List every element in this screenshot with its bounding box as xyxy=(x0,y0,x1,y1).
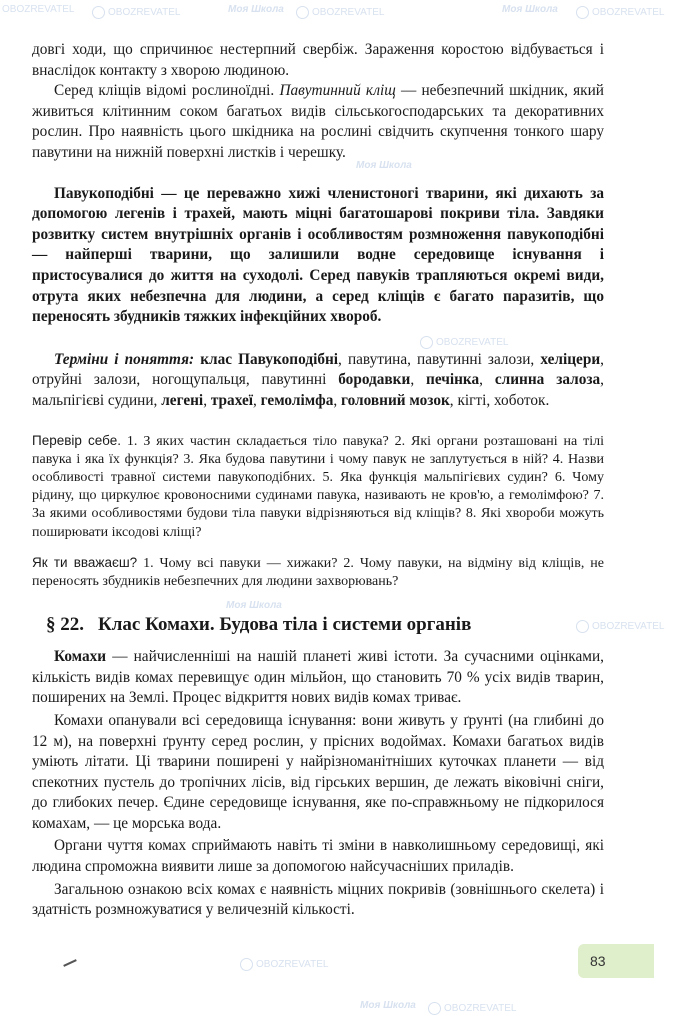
paragraph: Органи чуття комах сприймають навіть ті зміни в навколишньому середовищі, які людина спроможна виявити лише за допомогою найсучасніших приладів. xyxy=(32,837,604,876)
watermark-icon: OBOZREVATEL xyxy=(92,6,180,19)
check-yourself xyxy=(32,432,604,542)
text: , мальпігієві судини, xyxy=(32,371,604,409)
watermark-icon: OBOZREVATEL xyxy=(576,620,664,633)
summary-box: Павукоподібні — це переважно хижі членистоногі тварини, які дихають за допомогою легенів і трахей, мають міцні багатошарові покриви тіла. Завдяки розвитку систем внутрішніх органів і особливостям розмноження павукоподібні — найперші тварини, що залишили водне середовище існування і пристосувалися до життя на суходолі. Серед павуків трапляються окремі види, отрута яких небезпечна для людини, а серед кліщів є багато паразитів, що переносять збудників тяжких інфекційних хвороб. xyxy=(32,184,604,326)
watermark-icon: OBOZREVATEL xyxy=(420,336,508,349)
term: головний мозок xyxy=(341,391,450,409)
text: — небезпечний шкідник, який живиться клітинним соком багатьох видів сільськогосподарських та декоративних рослин. Про наявність цього шкідника на рослині свідчить скупчення тонкого шару павутини на нижній поверхні листків і черешку. xyxy=(32,82,604,161)
text: , xyxy=(410,371,427,389)
watermark-icon: OBOZREVATEL xyxy=(576,6,664,19)
section-title: Клас Комахи. Будова тіла і системи органів xyxy=(98,614,472,636)
page-number: 83 xyxy=(578,944,654,978)
watermark: Моя Школа xyxy=(226,600,282,611)
watermark: OBOZREVATEL xyxy=(2,4,75,15)
section-heading xyxy=(32,613,604,637)
paragraph: Загальною ознакою всіх комах є наявність міцних покривів (зовнішнього скелета) і здатність розмножуватися у величезній кількості. xyxy=(32,880,604,919)
text: 1. Чому всі павуки — хижаки? 2. Чому павуки, на відміну від кліщів, не переносять збудників небезпечних для людини захворювань? xyxy=(32,555,604,589)
terms-block xyxy=(32,350,604,412)
term: хеліцери xyxy=(540,350,601,368)
terms-label: Терміни і поняття: xyxy=(54,350,195,368)
paragraph: довгі ходи, що спричинює нестерпний свербіж. Зараження коростою відбувається і внаслідок контакту з хворою людиною. xyxy=(32,41,604,79)
decorative-mark xyxy=(63,959,77,967)
paragraph: Комахи опанували всі середовища існування: вони живуть у ґрунті (на глибині до 12 м), на поверхні ґрунту серед рослин, у прісних водоймах. Комахи багатьох видів уміють літати. Ці тварини поширені у найрізноманітніших куточках планети — від спекотних пустель до тропічних лісів, від гірських вершин, де лежать віковічні сніги, до глибоких печер. Єдине середовище існування, яке по-справжньому не підкорилося комахам, — це морська вода. xyxy=(32,711,604,832)
think-label: Як ти вважаєш? xyxy=(32,554,138,570)
check-label: Перевір себе. xyxy=(32,432,122,448)
term: гемолімфа xyxy=(260,391,334,409)
text: , xyxy=(203,391,211,409)
text: 1. З яких частин складається тіло павука? 2. Які органи розташовані на тілі павука і яка їх функція? 3. Яка будова павутини і чому павук не заплутується в ній? 4. Назви особливості травної системи павукоподібних. 5. Яка функція мальпігієвих судин? 6. Чому рідину, що циркулює кровоносними судинами павука, називають не кров'ю, а гемолімфою? 7. За якими особливостями будови тіла павуки відрізняються від кліщів? 8. Які хвороби можуть поширювати іксодові кліщі? xyxy=(32,433,605,540)
watermark: Моя Школа xyxy=(228,4,284,15)
text: — найчисленніші на нашій планеті живі істоти. За сучасними оцінками, кількість видів комах перевищує один мільйон, що становить 70 % усіх видів тварин, поширених на Землі. Процес відкриття нових видів комах триває. xyxy=(32,648,604,707)
watermark: Моя Школа xyxy=(502,4,558,15)
paragraph xyxy=(32,647,604,709)
section-number: § 22. xyxy=(46,614,84,636)
paragraph xyxy=(32,81,604,163)
text: , кігті, хоботок. xyxy=(449,391,550,409)
think-question xyxy=(32,554,604,591)
text: Серед кліщів відомі рослиноїдні. xyxy=(54,82,280,100)
term: легені xyxy=(161,391,204,409)
text: , xyxy=(253,391,261,409)
section-body xyxy=(32,647,604,921)
text: , xyxy=(479,371,495,389)
term: трахеї xyxy=(210,391,254,409)
watermark-icon: OBOZREVATEL xyxy=(240,958,328,971)
term: слинна залоза xyxy=(494,371,601,389)
watermark: Моя Школа xyxy=(360,1000,416,1011)
text: , xyxy=(333,391,342,409)
term-italic: Павутинний кліщ xyxy=(279,82,396,100)
term: бородавки xyxy=(338,371,411,389)
watermark-icon: OBOZREVATEL xyxy=(428,1002,516,1015)
term: клас Павукоподібні xyxy=(194,350,339,368)
page-content xyxy=(32,40,604,921)
watermark: Моя Школа xyxy=(356,160,412,171)
term: печінка xyxy=(426,371,480,389)
watermark-icon: OBOZREVATEL xyxy=(296,6,384,19)
text: , павутина, павутинні залози, xyxy=(338,350,541,368)
text: , отруйні залози, ногощупальця, павутинні xyxy=(32,350,604,389)
term: Комахи xyxy=(54,648,107,666)
